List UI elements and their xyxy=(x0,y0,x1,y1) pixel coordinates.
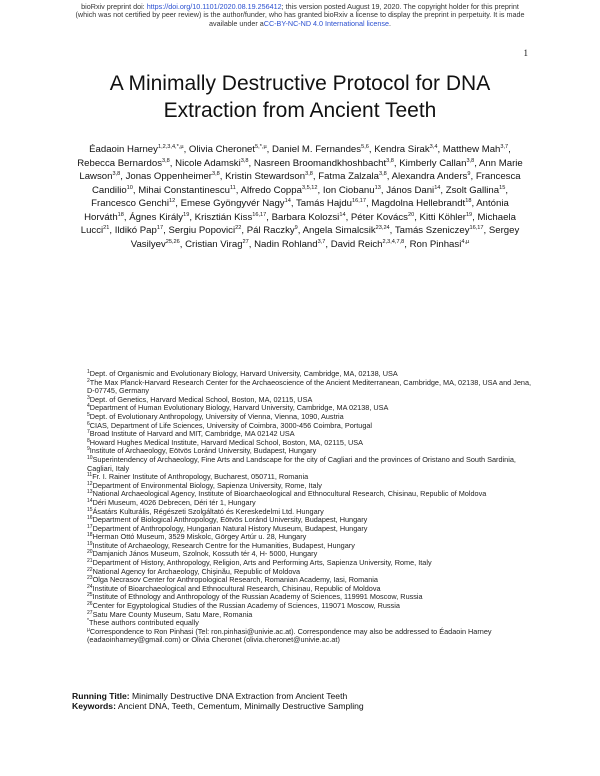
author xyxy=(374,144,437,155)
affiliation-mark: 1 xyxy=(87,369,90,375)
affiliation-mark: 9 xyxy=(87,446,90,453)
author-name: Angela Simalcsik xyxy=(302,225,376,236)
author-name: Ron Pinhasi xyxy=(409,238,462,250)
author xyxy=(331,239,405,250)
running-title-text: Minimally Destructive DNA Extraction from Ancient Teeth xyxy=(132,691,348,701)
author xyxy=(189,144,267,155)
author-affiliation-marks: 10 xyxy=(126,184,133,191)
author xyxy=(181,198,291,209)
author-name: Francesca Candilio xyxy=(92,171,521,196)
affiliation-mark: 12 xyxy=(87,480,93,487)
affiliation-text: Department of Biological Anthropology, Eötvös Loránd University, Budapest, Hungary xyxy=(92,515,368,525)
keywords-label: Keywords: xyxy=(72,701,116,712)
author-name: Barbara Kolozsi xyxy=(271,211,340,223)
author-name: Kimberly Callan xyxy=(399,157,467,169)
author-name: Daniel M. Fernandes xyxy=(272,144,362,155)
author xyxy=(318,171,387,182)
author xyxy=(351,212,414,223)
affiliation-mark: 6 xyxy=(87,420,90,427)
doi-link[interactable]: https://doi.org/10.1101/2020.08.19.256412 xyxy=(146,2,282,11)
affiliation-text: The Max Planck-Harvard Research Center for the Archaeoscience of the Ancient Mediterranean, Cambridge, MA, 02138, USA and Jena, D-07745, Germany xyxy=(87,377,532,396)
affiliation-text: Damjanich János Museum, Szolnok, Kossuth tér 4, H- 5000, Hungary xyxy=(92,549,318,559)
affiliation-mark: 4 xyxy=(87,403,90,410)
author-affiliation-marks: 16,17 xyxy=(252,211,267,218)
author xyxy=(303,225,390,236)
author-affiliation-marks: 3,8 xyxy=(305,171,313,177)
affiliation-text: Satu Mare County Museum, Satu Mare, Romania xyxy=(92,609,253,619)
author-affiliation-marks: 3,8 xyxy=(386,157,394,164)
author-name: Éadaoin Harney xyxy=(89,144,158,155)
running-title xyxy=(72,691,542,701)
author xyxy=(168,225,241,236)
author-name: Alexandra Anders xyxy=(391,171,468,182)
affiliation-text: Department of Anthropology, Hungarian Natural History Museum, Budapest, Hungary xyxy=(92,523,368,533)
author-name: Tamás Hajdu xyxy=(296,198,352,209)
author-name: Olivia Cheronet xyxy=(188,144,256,155)
author xyxy=(129,212,189,223)
affiliation-mark: 7 xyxy=(87,429,90,436)
paper-meta xyxy=(72,691,542,712)
author-name: Ágnes Király xyxy=(129,211,184,223)
author-affiliation-marks: 16,17 xyxy=(469,225,484,231)
author-affiliation-marks: 9 xyxy=(467,171,471,177)
affiliation-mark: 19 xyxy=(87,540,93,547)
affiliation-mark: 15 xyxy=(87,506,93,513)
author-affiliation-marks: 3,8 xyxy=(112,171,121,177)
author-affiliation-marks: 15 xyxy=(499,184,506,191)
affiliation-text: Herman Ottó Museum, 3529 Miskolc, Görgey Artúr u. 28, Hungary xyxy=(92,532,307,542)
affiliation-text: National Archaeological Agency, Institute of Bioarchaeological and Ethnocultural Research, Chisinau, Republic of Moldova xyxy=(92,489,487,499)
author-affiliation-marks: 13 xyxy=(374,184,381,191)
affiliation-text: Department of Human Evolutionary Biology, Harvard University, Cambridge, MA 02138, USA xyxy=(89,403,389,413)
author-name: Magdolna Hellebrandt xyxy=(371,198,466,209)
author-affiliation-marks: 14 xyxy=(339,211,346,218)
author-name: Emese Gyöngyvér Nagy xyxy=(180,198,285,209)
affiliation-text: Dept. of Evolutionary Anthropology, University of Vienna, Vienna, 1090, Austria xyxy=(89,411,344,421)
keywords xyxy=(72,701,542,711)
affiliation-text: Department of History, Anthropology, Religion, Arts and Performing Arts, Sapienza University, Rome, Italy xyxy=(92,558,432,568)
affiliation-text: Broad Institute of Harvard and MIT, Cambridge, MA 02142 USA xyxy=(89,429,295,439)
author-name: Matthew Mah xyxy=(442,144,501,155)
author xyxy=(126,171,220,182)
affiliation-mark: 13 xyxy=(87,489,93,496)
author-name: Krisztián Kiss xyxy=(194,211,253,223)
author-name: David Reich xyxy=(330,238,383,250)
affiliation-text: Howard Hughes Medical Institute, Harvard Medical School, Boston, MA, 02115, USA xyxy=(89,437,364,447)
author-name: Antónia Horváth xyxy=(84,198,509,223)
affiliation-text: Dept. of Organismic and Evolutionary Biology, Harvard University, Cambridge, MA, 02138, USA xyxy=(89,369,398,378)
affiliation-text: Institute of Archaeology, Eötvös Loránd University, Budapest, Hungary xyxy=(89,446,317,456)
title-line-2: Extraction from Ancient Teeth xyxy=(163,99,437,122)
author-name: Fatma Zalzala xyxy=(318,171,380,182)
author-name: Kitti Köhler xyxy=(419,211,466,223)
author xyxy=(446,185,506,196)
affiliation-text: Institute of Ethnology and Anthropology of the Russian Academy of Sciences, 119991 Moscow, Russia xyxy=(92,592,423,602)
affiliation-text: CIAS, Department of Life Sciences, University of Coimbra, 3000-456 Coimbra, Portugal xyxy=(89,420,373,430)
author-affiliation-marks: 22 xyxy=(235,225,242,231)
affiliation xyxy=(87,456,532,473)
author-name: Tamás Szeniczey xyxy=(394,225,470,236)
author-affiliation-marks: 14 xyxy=(284,198,291,204)
affiliation-text: Department of Environmental Biology, Sapienza University, Rome, Italy xyxy=(92,480,322,490)
author-affiliation-marks: 3,7 xyxy=(500,144,509,150)
author xyxy=(138,185,236,196)
affiliation-text: Superintendency of Archaeology, Fine Arts and Landscape for the city of Cagliari and the provinces of Oristano and South Sardinia, Cagliari, Italy xyxy=(87,454,516,473)
page-number: 1 xyxy=(523,48,528,58)
author-affiliation-marks: 20 xyxy=(407,211,415,218)
author-name: Michaela Lucci xyxy=(80,211,516,236)
author xyxy=(296,198,366,209)
affiliation-mark: 3 xyxy=(87,394,90,401)
affiliation-text: These authors contributed equally xyxy=(88,618,199,628)
author-affiliation-marks: 19 xyxy=(465,211,473,218)
author xyxy=(443,144,508,155)
affiliation-text: Center for Egyptological Studies of the Russian Academy of Sciences, 119071 Moscow, Russia xyxy=(92,601,400,611)
author-affiliation-marks: 3,8 xyxy=(212,171,220,177)
title-line-1: A Minimally Destructive Protocol for DNA xyxy=(109,72,491,95)
author-affiliation-marks: 23,24 xyxy=(375,225,390,231)
author xyxy=(386,185,440,196)
author-name: Nicole Adamski xyxy=(175,157,241,169)
author-affiliation-marks: 2,3,4,7,8 xyxy=(382,238,405,245)
affiliation-mark: 27 xyxy=(87,609,93,616)
author-name: Rebecca Bernardos xyxy=(77,157,163,169)
affiliation-mark: 21 xyxy=(87,558,93,565)
affiliation-mark: 24 xyxy=(87,583,93,590)
author-affiliation-marks: 5,6 xyxy=(361,144,369,150)
affiliation-text: Olga Necrasov Center for Anthropological Research, Romanian Academy, Iasi, Romania xyxy=(92,575,378,585)
author xyxy=(225,171,313,182)
paper-title xyxy=(60,70,540,124)
author xyxy=(410,239,470,250)
running-title-label: Running Title: xyxy=(72,691,130,701)
affiliation-mark: 22 xyxy=(87,566,93,573)
affiliation-mark: * xyxy=(87,618,89,625)
affiliation xyxy=(87,379,532,396)
author xyxy=(254,239,325,250)
affiliation-text: Fr. I. Rainer Institute of Anthropology, Bucharest, 050711, Romania xyxy=(92,472,309,482)
author-affiliation-marks: 3,4 xyxy=(429,144,438,150)
author xyxy=(241,185,318,196)
author-affiliation-marks: 25,26 xyxy=(165,238,180,245)
author-name: Nadin Rohland xyxy=(254,238,318,250)
author-name: János Dani xyxy=(386,184,435,196)
author-name: Ion Ciobanu xyxy=(322,184,375,196)
author-name: Pál Raczky xyxy=(246,225,295,236)
author xyxy=(272,144,369,155)
author-affiliation-marks: 4,µ xyxy=(461,238,470,245)
affiliation-text: Ásatárs Kulturális, Régészeti Szolgáltató és Kereskedelmi Ltd. Hungary xyxy=(92,506,324,516)
author-affiliation-marks: 19 xyxy=(183,211,190,218)
author-name: Alfredo Coppa xyxy=(240,184,302,196)
author-affiliation-marks: 17 xyxy=(156,225,164,231)
author-affiliation-marks: 1,2,3,4,*,µ xyxy=(157,144,184,150)
affiliation-mark: µ xyxy=(87,626,90,633)
author-affiliation-marks: 18 xyxy=(465,198,472,204)
affiliation-text: Institute of Bioarchaeological and Ethnocultural Research, Chisinau, Republic of Moldova xyxy=(92,583,381,593)
author-affiliation-marks: 3,5,12 xyxy=(301,184,318,191)
author-affiliation-marks: 3,8 xyxy=(162,157,170,164)
affiliation-list xyxy=(87,370,532,645)
author xyxy=(195,212,267,223)
author-affiliation-marks: 14 xyxy=(434,184,441,191)
affiliation-mark: 23 xyxy=(87,575,93,582)
author xyxy=(254,158,394,169)
author-affiliation-marks: 11 xyxy=(229,184,236,191)
author xyxy=(371,198,471,209)
affiliation-text: Déri Museum, 4026 Debrecen, Déri tér 1, Hungary xyxy=(92,497,256,507)
preprint-line-2: (which was not certified by peer review) is the author/funder, who has granted bioRxiv a license to display the preprint in perpetuity. It is made xyxy=(75,10,525,20)
affiliation-mark: 26 xyxy=(87,601,93,608)
author-affiliation-marks: 27 xyxy=(242,238,249,245)
author-affiliation-marks: 3,8 xyxy=(240,157,249,164)
author-name: Jonas Oppenheimer xyxy=(125,171,212,182)
author xyxy=(399,158,474,169)
affiliation-text: Institute of Archaeology, Research Centre for the Humanities, Budapest, Hungary xyxy=(92,540,355,550)
affiliation-mark: 20 xyxy=(87,549,93,556)
author xyxy=(185,239,249,250)
affiliation-mark: 17 xyxy=(87,523,93,530)
author xyxy=(175,158,248,169)
author-name: Sergiu Popovici xyxy=(168,225,236,236)
affiliation-mark: 14 xyxy=(87,497,93,504)
author xyxy=(77,158,170,169)
preprint-line-1: bioRxiv preprint doi: https://doi.org/10.1101/2020.08.19.256412; this version posted August 19, 2020. The copyright holder for this preprint xyxy=(81,2,519,11)
affiliation xyxy=(87,628,532,645)
author-affiliation-marks: 3,8 xyxy=(466,157,475,164)
affiliation-text: Correspondence to Ron Pinhasi (Tel: ron.pinhasi@univie.ac.at). Correspondence may also be addressed to Éadaoin Harney (eadaoinharney@gmail.com) or Olivia Cheronet (olivia.cheronet@univie.ac.at) xyxy=(87,626,492,645)
author-affiliation-marks: 9 xyxy=(294,225,298,231)
author-list: Éadaoin Harney$^{1,2,3,4,*,\mu}$, Olivia Cheronet$^{5,*,\mu}$, Daniel M. Fernandes$^{5,6}$, Kendra Sirak$^{3,4}$, Matthew Mah$^{3,7}$, Rebecca Bernardos$^{3,8}$, Nicole Adamski$^{3,8}$, Nasreen Broomandkhoshbacht$^{3,8}$, Kimberly Callan$^{3,8}$, Ann Marie Lawson$^{3,8}$, Jonas Oppenheimer$^{3,8}$, Kristin Stewardson$^{3,8}$, Fatma Zalzala$^{3,8}$, Alexandra Anders$^9$, Francesca Candilio$^{10}$, Mihai Constantinescu$^{11}$, Alfredo Coppa$^{3,5,12}$, Ion Ciobanu$^{13}$, János Dani$^{14}$, Zsolt Gallina$^{15}$, Francesco Genchi$^{12}$, Emese Gyöngyvér Nagy$^{14}$, Tamás Hajdu$^{16,17}$, Magdolna Hellebrandt$^{18}$, Antónia Horváth$^{18}$, Ágnes Király$^{19}$, Krisztián Kiss$^{16,17}$, Barbara Kolozsi$^{14}$, Péter Kovács$^{20}$, Kitti Köhler$^{19}$, Michaela Lucci$^{21}$, Ildikó Pap$^{17}$, Sergiu Popovici$^{22}$, Pál Raczky$^9$, Angela Simalcsik$^{23,24}$, Tamás Szeniczey$^{16,17}$, Sergey Vasilyev$^{25,26}$, Cristian Virag$^{27}$, Nadin Rohland$^{3,7}$, David Reich$^{2,3,4,7,8}$, Ron Pinhasi$^{4,\mu}$ xyxy=(77,144,523,250)
author xyxy=(272,212,346,223)
author-affiliation-marks: 5,*,µ xyxy=(255,144,267,150)
author-name: Nasreen Broomandkhoshbacht xyxy=(253,157,387,169)
author-name: Kendra Sirak xyxy=(374,144,430,155)
affiliation-mark: 18 xyxy=(87,532,93,539)
author xyxy=(395,225,484,236)
affiliation-mark: 10 xyxy=(87,454,93,461)
affiliation-mark: 5 xyxy=(87,411,90,418)
author-name: Ildikó Pap xyxy=(114,225,157,236)
affiliation-mark: 11 xyxy=(87,472,93,479)
affiliation-mark: 25 xyxy=(87,592,93,599)
author-name: Zsolt Gallina xyxy=(445,184,500,196)
author xyxy=(247,225,298,236)
author-affiliation-marks: 16,17 xyxy=(352,198,366,204)
affiliation-mark: 2 xyxy=(87,377,90,384)
author-affiliation-marks: 3,7 xyxy=(317,238,326,245)
keywords-text: Ancient DNA, Teeth, Cementum, Minimally Destructive Sampling xyxy=(117,701,364,712)
author-name: Kristin Stewardson xyxy=(225,171,306,182)
affiliation-mark: 16 xyxy=(87,515,93,522)
affiliation-mark: 8 xyxy=(87,437,90,444)
author xyxy=(392,171,471,182)
preprint-line-3: available under aCC-BY-NC-ND 4.0 International license. xyxy=(209,18,391,28)
author xyxy=(89,144,183,155)
author-affiliation-marks: 21 xyxy=(103,225,110,231)
author-name: Ann Marie Lawson xyxy=(79,157,523,182)
preprint-header xyxy=(40,3,560,28)
license-link[interactable]: CC-BY-NC-ND 4.0 International license xyxy=(263,18,389,28)
affiliation-text: National Agency for Archaeology, Chişinău, Republic of Moldova xyxy=(92,566,301,576)
author-affiliation-marks: 3,8 xyxy=(379,171,387,177)
author-name: Sergey Vasilyev xyxy=(130,225,520,250)
affiliation-text: Dept. of Genetics, Harvard Medical School, Boston, MA, 02115, USA xyxy=(89,394,313,404)
author xyxy=(323,185,381,196)
author-name: Francesco Genchi xyxy=(91,198,170,209)
author xyxy=(91,198,175,209)
author xyxy=(420,212,473,223)
author-affiliation-marks: 18 xyxy=(117,211,124,218)
author xyxy=(115,225,163,236)
author-affiliation-marks: 12 xyxy=(169,198,176,204)
author-name: Mihai Constantinescu xyxy=(138,184,230,196)
author-name: Cristian Virag xyxy=(185,238,243,250)
author-name: Péter Kovács xyxy=(350,211,408,223)
